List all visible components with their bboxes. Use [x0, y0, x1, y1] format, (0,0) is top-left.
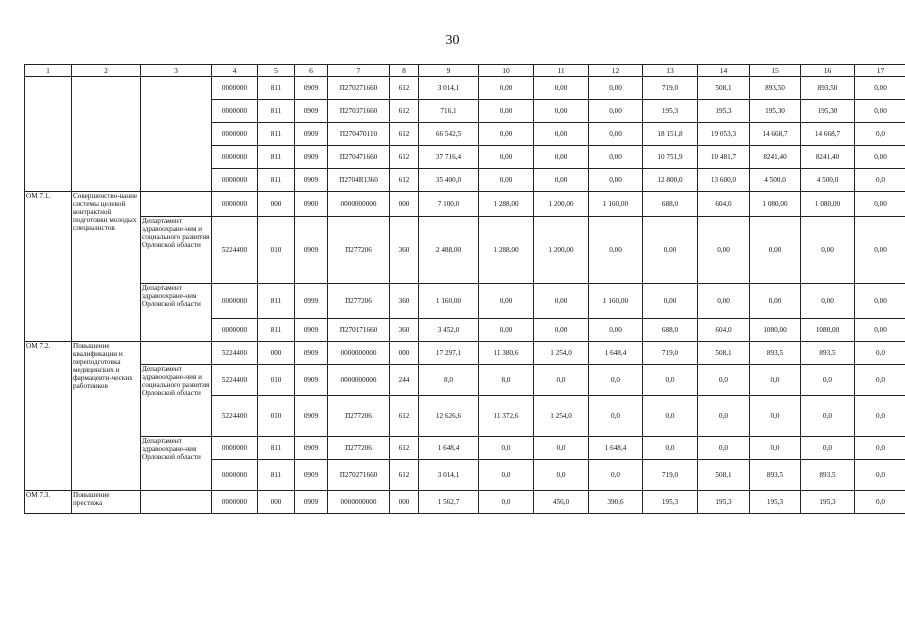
table-cell: 0,00	[589, 123, 643, 146]
table-cell: П2704R1360	[328, 169, 390, 192]
table-cell: 0000000	[212, 192, 258, 217]
table-cell: 5224400	[212, 365, 258, 396]
table-cell: 1 200,00	[534, 217, 589, 284]
table-cell: 66 542,5	[419, 123, 479, 146]
table-cell: 000	[390, 192, 419, 217]
table-cell: 12 800,0	[643, 169, 698, 192]
group-code: ОМ 7.2.	[25, 342, 72, 491]
table-cell: 1080,00	[801, 319, 855, 342]
table-cell: 0,00	[643, 217, 698, 284]
table-cell: 0999	[295, 284, 328, 319]
group-name: Повышение квалификации и переподготовка медицинских и фармацевти-ческих работников	[72, 342, 141, 491]
table-cell: 0909	[295, 396, 328, 437]
table-cell: 719,0	[643, 460, 698, 491]
table-cell: 0,0	[750, 396, 801, 437]
table-cell: 893,50	[750, 77, 801, 100]
table-cell: 893,5	[801, 342, 855, 365]
table-cell: 8,0	[419, 365, 479, 396]
table-cell: 0,0	[750, 365, 801, 396]
header-cell: 16	[801, 65, 855, 77]
table-cell: 0909	[295, 460, 328, 491]
table-cell: 0,0	[698, 365, 750, 396]
table-cell: 0000000	[212, 169, 258, 192]
table-cell: 195,30	[801, 100, 855, 123]
table-cell: 0,00	[855, 100, 905, 123]
table-cell: 893,50	[801, 77, 855, 100]
table-cell: 0,0	[801, 396, 855, 437]
table-cell: 688,0	[643, 192, 698, 217]
table-cell: П270271660	[328, 460, 390, 491]
table-cell: 508,1	[698, 460, 750, 491]
table-cell: 811	[258, 146, 295, 169]
table-cell: 0,00	[589, 319, 643, 342]
table-cell: 0000000000	[328, 342, 390, 365]
table-cell: 0000000	[212, 437, 258, 460]
header-cell: 5	[258, 65, 295, 77]
table-cell: 0,00	[479, 146, 534, 169]
table-cell: 360	[390, 284, 419, 319]
table-cell: 0,0	[698, 437, 750, 460]
table-cell: 811	[258, 319, 295, 342]
table-cell: 0,00	[698, 217, 750, 284]
table-cell: 0,00	[589, 77, 643, 100]
table-cell: 000	[258, 491, 295, 514]
header-cell: 8	[390, 65, 419, 77]
table-cell: 0,00	[534, 100, 589, 123]
table-cell: 0000000	[212, 284, 258, 319]
table-cell: 5224400	[212, 396, 258, 437]
header-cell: 7	[328, 65, 390, 77]
continued-name-cell	[72, 77, 141, 192]
table-cell: 0909	[295, 342, 328, 365]
table-cell: П270271660	[328, 77, 390, 100]
header-cell: 9	[419, 65, 479, 77]
table-cell: 0909	[295, 491, 328, 514]
table-cell: 0000000000	[328, 491, 390, 514]
table-cell: 0909	[295, 437, 328, 460]
header-cell: 17	[855, 65, 905, 77]
table-cell: 0909	[295, 77, 328, 100]
table-cell: 604,0	[698, 319, 750, 342]
table-cell: 000	[390, 491, 419, 514]
table-cell: 811	[258, 77, 295, 100]
table-cell: 3 452,0	[419, 319, 479, 342]
table-cell: 1 562,7	[419, 491, 479, 514]
table-cell: 1 080,00	[750, 192, 801, 217]
header-cell: 2	[72, 65, 141, 77]
table-row	[25, 217, 905, 284]
table-cell: 811	[258, 100, 295, 123]
table-cell: 0,00	[479, 284, 534, 319]
table-cell: 0,0	[589, 460, 643, 491]
table-cell: 1080,00	[750, 319, 801, 342]
table-row	[25, 365, 905, 396]
table-row	[25, 77, 905, 100]
table-cell: 8241,40	[750, 146, 801, 169]
table-cell: 0,00	[698, 284, 750, 319]
table-cell: 0,00	[534, 319, 589, 342]
table-cell: 1 648,4	[589, 437, 643, 460]
group-code: ОМ 7.3.	[25, 491, 72, 514]
table-cell: 000	[258, 342, 295, 365]
table-cell: 1 288,00	[479, 192, 534, 217]
table-cell: 612	[390, 169, 419, 192]
table-cell: 508,1	[698, 77, 750, 100]
table-cell: 010	[258, 365, 295, 396]
table-cell: 0000000	[212, 460, 258, 491]
table-cell: 000	[258, 192, 295, 217]
executor-cell: Департамент здравоохране-ния Орловской области	[141, 284, 212, 342]
table-cell: 0,00	[855, 192, 905, 217]
header-cell: 14	[698, 65, 750, 77]
table-cell: 0,00	[750, 217, 801, 284]
table-cell: 244	[390, 365, 419, 396]
table-cell: 0,00	[479, 77, 534, 100]
table-cell: 719,0	[643, 77, 698, 100]
table-cell: 37 716,4	[419, 146, 479, 169]
table-cell: 716,1	[419, 100, 479, 123]
table-cell: 195,3	[643, 100, 698, 123]
table-cell: П277206	[328, 217, 390, 284]
table-cell: 0,0	[855, 491, 905, 514]
table-cell: 604,0	[698, 192, 750, 217]
table-cell: 195,3	[750, 491, 801, 514]
header-cell: 6	[295, 65, 328, 77]
table-cell: 893,5	[801, 460, 855, 491]
table-cell: 0909	[295, 169, 328, 192]
table-cell: П277206	[328, 284, 390, 319]
table-cell: П277206	[328, 437, 390, 460]
table-cell: 0909	[295, 123, 328, 146]
table-cell: 195,3	[698, 100, 750, 123]
table-cell: 0,00	[479, 123, 534, 146]
table-cell: 612	[390, 460, 419, 491]
header-cell: 4	[212, 65, 258, 77]
table-cell: 4 500,0	[750, 169, 801, 192]
header-cell: 13	[643, 65, 698, 77]
table-cell: 0909	[295, 100, 328, 123]
header-cell: 3	[141, 65, 212, 77]
table-cell: 3 014,1	[419, 77, 479, 100]
table-cell: 0,00	[534, 284, 589, 319]
table-cell: 11 380,6	[479, 342, 534, 365]
table-cell: 360	[390, 217, 419, 284]
table-cell: 1 288,00	[479, 217, 534, 284]
table-cell: П270471660	[328, 146, 390, 169]
table-cell: 010	[258, 396, 295, 437]
table-cell: 0,00	[479, 100, 534, 123]
table-cell: 0,0	[589, 365, 643, 396]
table-cell: 0,0	[643, 396, 698, 437]
table-cell: 010	[258, 217, 295, 284]
table-row	[25, 192, 905, 217]
header-cell: 10	[479, 65, 534, 77]
table-cell: 1 080,00	[801, 192, 855, 217]
table-cell: 13 600,0	[698, 169, 750, 192]
executor-cell	[141, 491, 212, 514]
table-cell: 0,0	[855, 123, 905, 146]
table-cell: 1 648,4	[589, 342, 643, 365]
table-cell: 0900	[295, 192, 328, 217]
table-cell: 0,0	[643, 437, 698, 460]
table-cell: 811	[258, 460, 295, 491]
table-cell: 0,00	[801, 284, 855, 319]
table-cell: 5224400	[212, 342, 258, 365]
table-cell: 0,00	[534, 77, 589, 100]
table-cell: 0000000	[212, 77, 258, 100]
executor-cell: Департамент здравоохране-ния и социального развития Орловской области	[141, 365, 212, 437]
table-row	[25, 437, 905, 460]
table-cell: 0,0	[855, 437, 905, 460]
table-cell: 0000000	[212, 146, 258, 169]
table-cell: 0,00	[855, 77, 905, 100]
table-cell: 811	[258, 123, 295, 146]
table-cell: 1 160,00	[419, 284, 479, 319]
table-cell: 0,0	[855, 169, 905, 192]
group-name: Повышение престижа	[72, 491, 141, 514]
table-cell: 360	[390, 319, 419, 342]
table-cell: 0,0	[534, 460, 589, 491]
table-cell: 0000000	[212, 491, 258, 514]
table-cell: 0,0	[855, 365, 905, 396]
table-cell: 1 160,00	[589, 284, 643, 319]
group-code: ОМ 7.1.	[25, 192, 72, 342]
table-cell: 0,00	[855, 217, 905, 284]
executor-cell: Департамент здравоохране-ния и социального развития Орловской области	[141, 217, 212, 284]
table-cell: 000	[390, 342, 419, 365]
table-cell: 0,0	[855, 396, 905, 437]
table-cell: 8,0	[479, 365, 534, 396]
table-cell: 4 500,0	[801, 169, 855, 192]
table-cell: 0,0	[801, 365, 855, 396]
table-cell: 1 648,4	[419, 437, 479, 460]
table-cell: 0909	[295, 319, 328, 342]
table-cell: 390,6	[589, 491, 643, 514]
table-cell: 0000000	[212, 319, 258, 342]
table-cell: 0000000000	[328, 365, 390, 396]
table-cell: 811	[258, 437, 295, 460]
table-cell: 18 151,8	[643, 123, 698, 146]
continued-executor-cell	[141, 77, 212, 192]
table-cell: 3 014,1	[419, 460, 479, 491]
table-cell: 14 668,7	[801, 123, 855, 146]
group-name: Совершенство-вание системы целевой контрактной подготовки молодых специалистов	[72, 192, 141, 342]
table-cell: 612	[390, 123, 419, 146]
table-cell: 0,00	[534, 146, 589, 169]
table-cell: 893,5	[750, 342, 801, 365]
table-cell: 0,0	[801, 437, 855, 460]
table-cell: 508,1	[698, 342, 750, 365]
table-row	[25, 284, 905, 319]
table-cell: 0,0	[643, 365, 698, 396]
table-cell: 195,30	[750, 100, 801, 123]
table-cell: 0000000	[212, 123, 258, 146]
table-cell: 0,00	[855, 146, 905, 169]
table-cell: 5224400	[212, 217, 258, 284]
table-cell: 0,00	[643, 284, 698, 319]
table-cell: 195,3	[801, 491, 855, 514]
header-cell: 15	[750, 65, 801, 77]
header-cell: 11	[534, 65, 589, 77]
table-cell: 0,00	[589, 169, 643, 192]
table-cell: 612	[390, 77, 419, 100]
table-cell: 612	[390, 437, 419, 460]
table-cell: 195,3	[643, 491, 698, 514]
table-cell: 0,0	[750, 437, 801, 460]
table-cell: 0,00	[589, 100, 643, 123]
table-cell: 612	[390, 396, 419, 437]
table-cell: 0,00	[855, 284, 905, 319]
table-cell: 612	[390, 146, 419, 169]
table-cell: 0,00	[534, 169, 589, 192]
table-cell: П270171660	[328, 319, 390, 342]
table-cell: 8241,40	[801, 146, 855, 169]
table-cell: 0,0	[589, 396, 643, 437]
table-cell: 11 372,6	[479, 396, 534, 437]
table-cell: 0000000	[212, 100, 258, 123]
header-cell: 1	[25, 65, 72, 77]
table-cell: 612	[390, 100, 419, 123]
table-cell: 0,0	[534, 437, 589, 460]
table-cell: 0,00	[801, 217, 855, 284]
table-cell: 17 297,1	[419, 342, 479, 365]
budget-table	[24, 64, 905, 514]
table-cell: 0,00	[750, 284, 801, 319]
page-number: 30	[445, 33, 460, 48]
table-cell: 0909	[295, 217, 328, 284]
table-cell: 195,3	[698, 491, 750, 514]
header-row	[25, 65, 905, 77]
table-cell: 811	[258, 169, 295, 192]
table-cell: 0909	[295, 146, 328, 169]
table-cell: 811	[258, 284, 295, 319]
table-cell: 0000000000	[328, 192, 390, 217]
table-cell: 456,0	[534, 491, 589, 514]
table-cell: П277206	[328, 396, 390, 437]
table-cell: 0,00	[534, 123, 589, 146]
table-cell: 0,00	[589, 146, 643, 169]
table-cell: 0,0	[855, 460, 905, 491]
table-cell: 0909	[295, 365, 328, 396]
table-row	[25, 491, 905, 514]
table-cell: 10 751,9	[643, 146, 698, 169]
table-cell: 1 200,00	[534, 192, 589, 217]
header-cell: 12	[589, 65, 643, 77]
table-cell: 0,00	[479, 319, 534, 342]
table-cell: П270371660	[328, 100, 390, 123]
table-cell: 1 254,0	[534, 342, 589, 365]
table-cell: 7 100,0	[419, 192, 479, 217]
table-cell: 1 254,0	[534, 396, 589, 437]
table-cell: 0,0	[479, 460, 534, 491]
table-cell: 0,0	[534, 365, 589, 396]
table-cell: 1 160,00	[589, 192, 643, 217]
table-cell: 0,00	[855, 319, 905, 342]
continued-code-cell	[25, 77, 72, 192]
table-cell: П270470110	[328, 123, 390, 146]
executor-cell	[141, 342, 212, 365]
table-cell: 0,0	[479, 491, 534, 514]
table-cell: 2 488,00	[419, 217, 479, 284]
table-cell: 35 400,0	[419, 169, 479, 192]
table-cell: 0,0	[855, 342, 905, 365]
table-cell: 0,0	[698, 396, 750, 437]
table-cell: 19 053,3	[698, 123, 750, 146]
table-cell: 893,5	[750, 460, 801, 491]
table-cell: 719,0	[643, 342, 698, 365]
executor-cell	[141, 192, 212, 217]
table-cell: 0,00	[589, 217, 643, 284]
table-cell: 14 668,7	[750, 123, 801, 146]
table-cell: 688,0	[643, 319, 698, 342]
table-row	[25, 342, 905, 365]
executor-cell: Департамент здравоохране-ния Орловской области	[141, 437, 212, 491]
table-cell: 12 626,6	[419, 396, 479, 437]
table-cell: 0,00	[479, 169, 534, 192]
table-cell: 0,0	[479, 437, 534, 460]
table-cell: 10 481,7	[698, 146, 750, 169]
